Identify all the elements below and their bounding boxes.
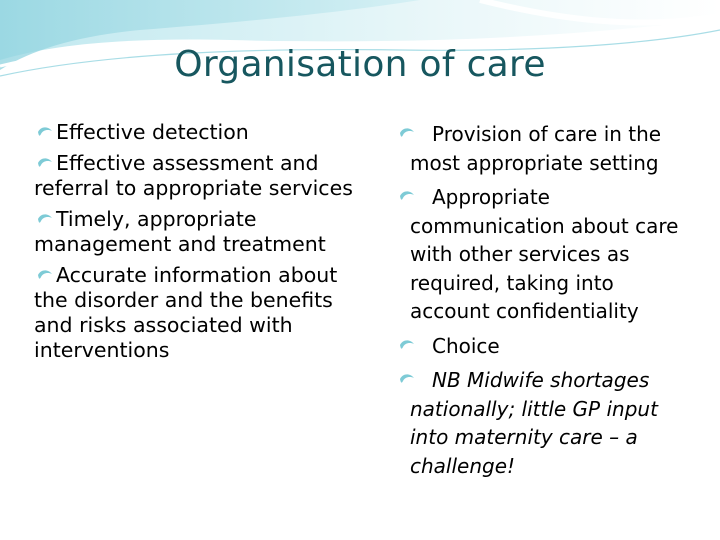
- left-item-text: Accurate information about the disorder and the benefits and risks associated with interventions: [34, 263, 338, 362]
- right-item-text: NB Midwife shortages nationally; little GP input into maternity care – a challenge!: [410, 368, 658, 478]
- left-item-assessment: [34, 151, 354, 201]
- bullet-icon: [36, 267, 54, 283]
- right-item-text: Appropriate communication about care with other services as required, taking into account confidentiality: [410, 185, 679, 323]
- bullet-icon: [36, 124, 54, 140]
- bullet-icon: [398, 337, 416, 353]
- bullet-icon: [398, 371, 416, 387]
- right-item-text: Choice: [432, 333, 500, 358]
- left-item-management: [34, 207, 354, 257]
- bullet-icon: [398, 188, 416, 204]
- right-column: [398, 120, 698, 486]
- right-item-communication: [398, 183, 698, 326]
- left-item-text: Timely, appropriate management and treatment: [34, 207, 326, 256]
- right-item-nb-note: [398, 366, 698, 480]
- left-column: [34, 120, 354, 369]
- bullet-icon: [398, 125, 416, 141]
- left-item-information: [34, 263, 354, 363]
- left-item-text: Effective detection: [56, 120, 249, 144]
- bullet-icon: [36, 211, 54, 227]
- left-item-detection: [34, 120, 354, 145]
- slide-title: Organisation of care: [174, 44, 546, 85]
- right-item-text: Provision of care in the most appropriate setting: [410, 122, 662, 175]
- right-item-provision: [398, 120, 698, 177]
- bullet-icon: [36, 155, 54, 171]
- right-item-choice: [398, 332, 698, 361]
- left-item-text: Effective assessment and referral to appropriate services: [34, 151, 353, 200]
